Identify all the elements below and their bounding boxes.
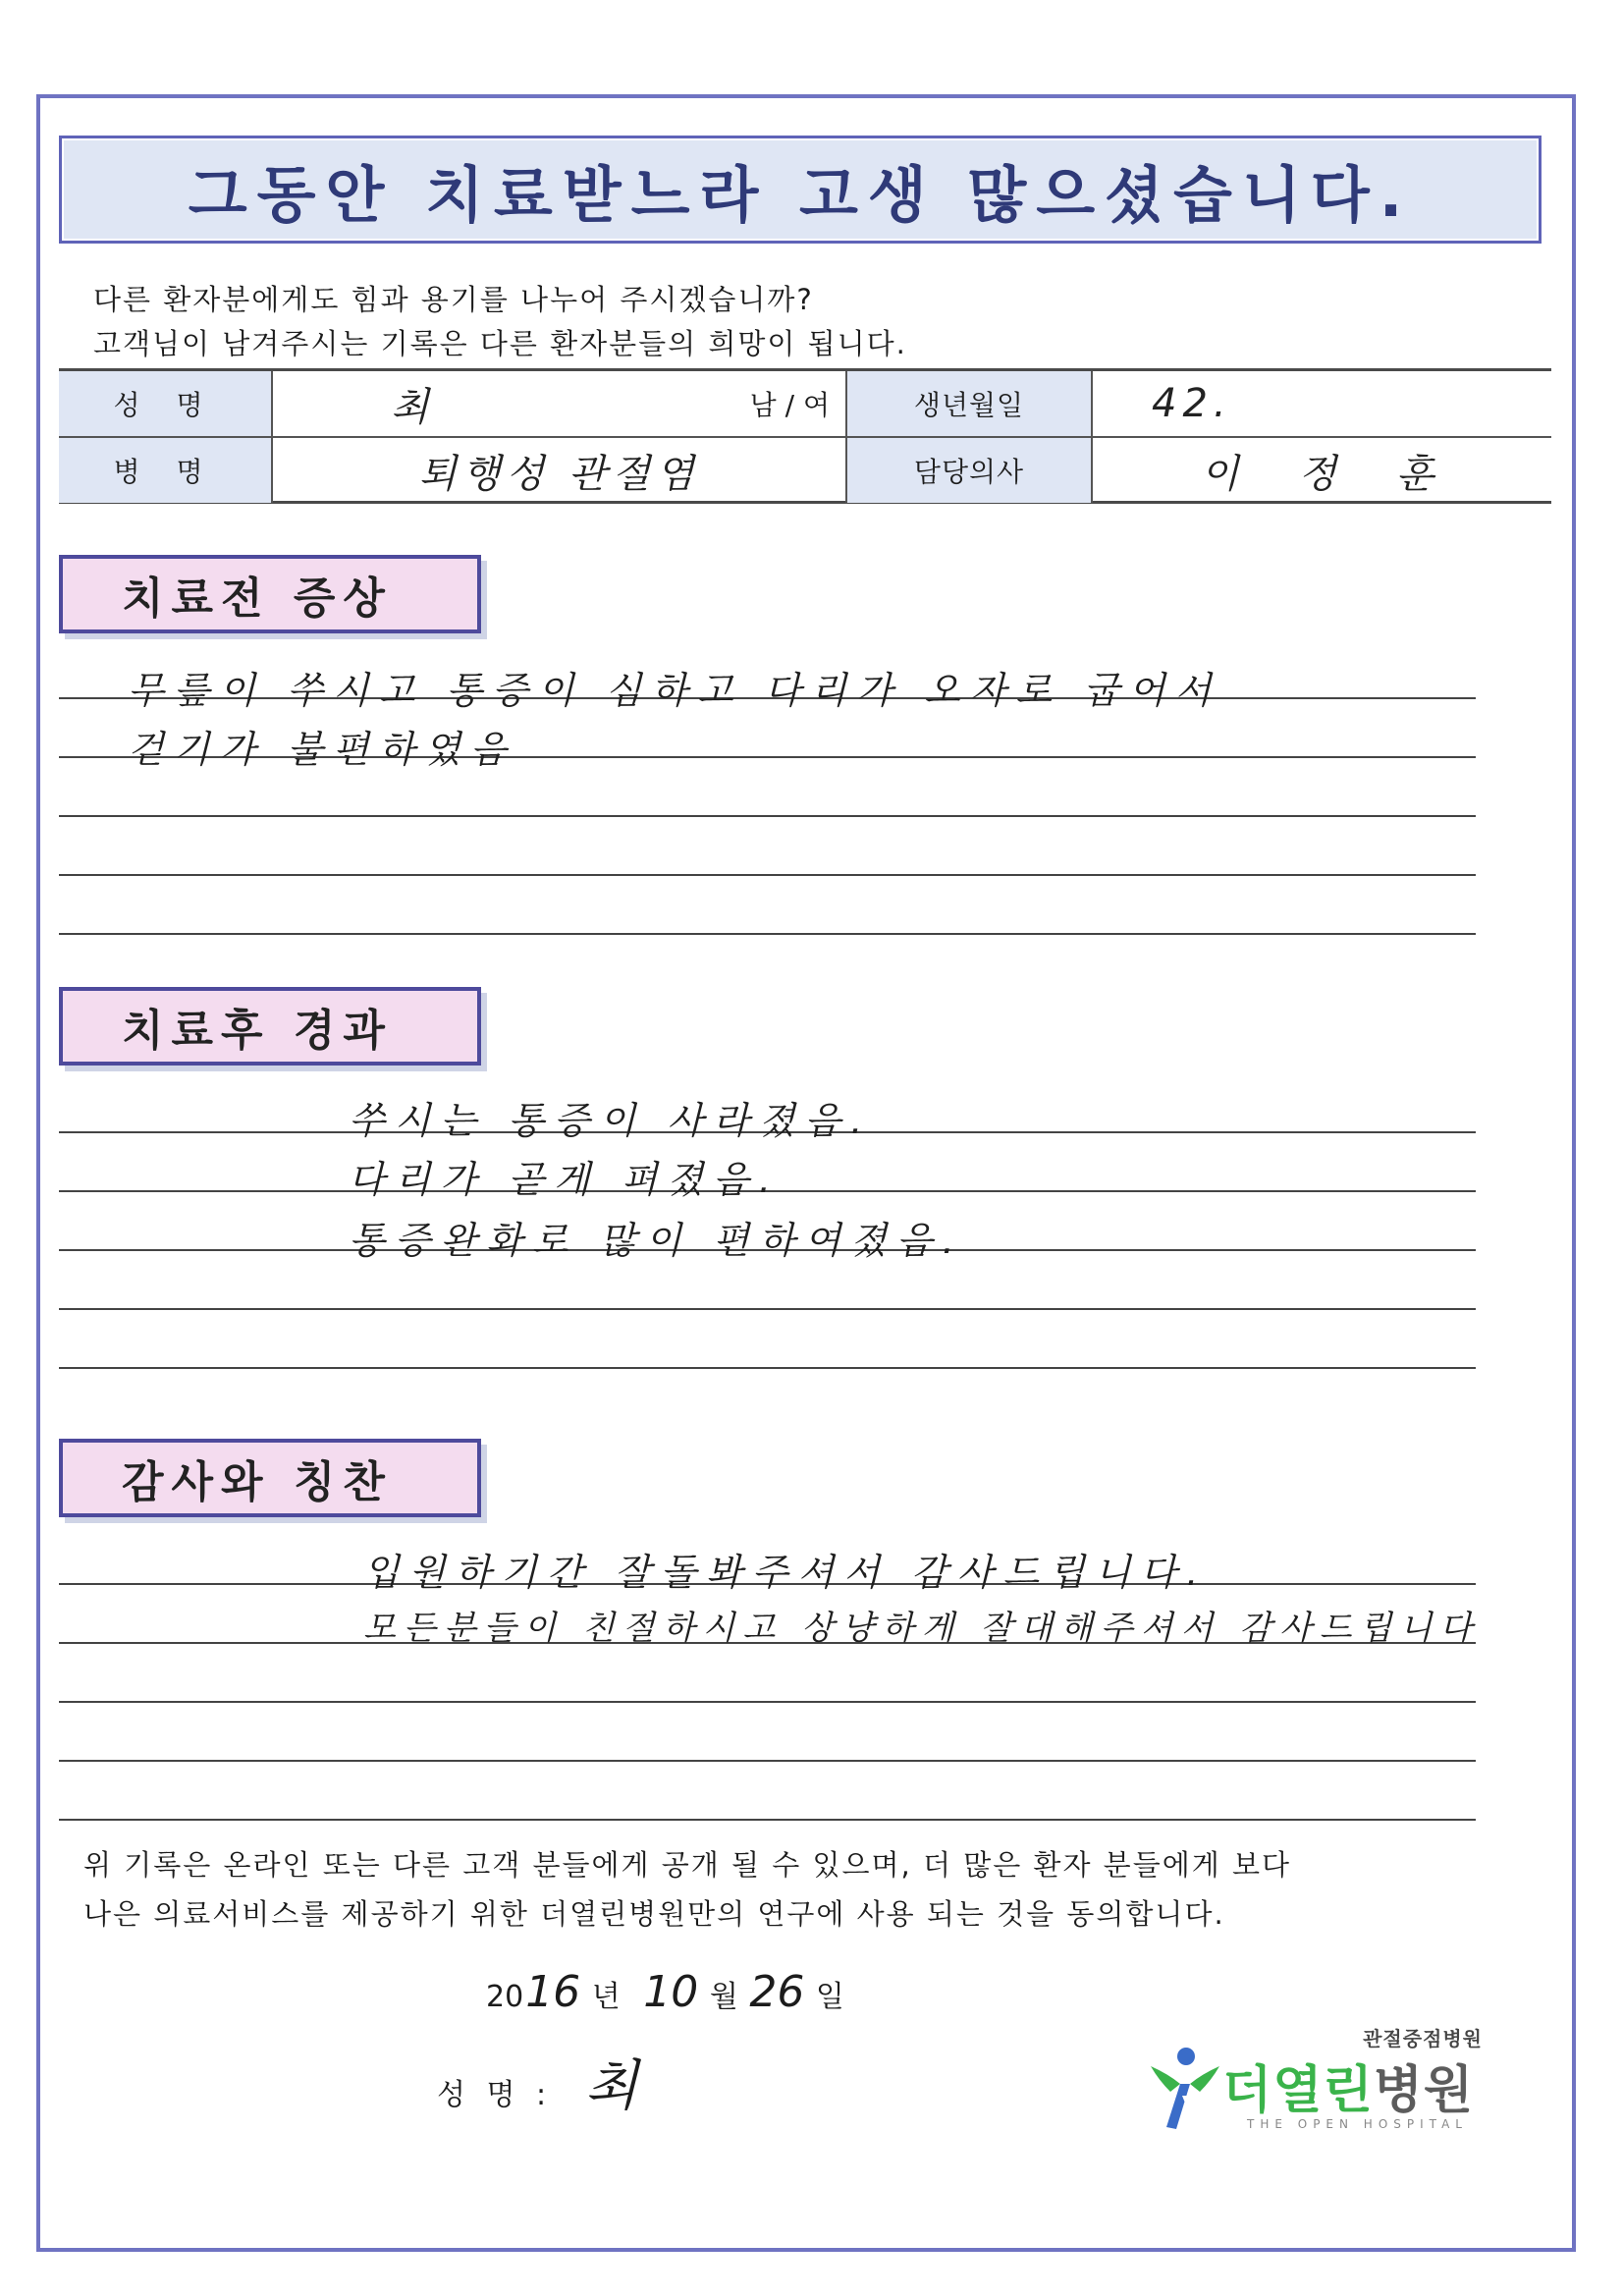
thanks-line-2[interactable]: 모든분들이 친절하시고 상냥하게 잘대해주셔서 감사드립니다 [363,1609,1481,1648]
patient-info-table [59,368,1551,504]
hospital-logo [1139,2023,1492,2141]
ruled-line [59,933,1476,935]
section-before-title: 치료전 증상 [122,574,393,624]
logo-mark-icon [1147,2045,1223,2133]
ruled-line [59,874,1476,876]
signature-row[interactable] [437,2043,644,2121]
day-value: 26 [749,1967,805,2017]
month-value: 10 [643,1967,699,2017]
year-prefix: 20 [486,1980,524,2014]
logo-name-part2: 병원 [1373,2061,1475,2120]
ruled-line [59,1367,1476,1369]
ruled-line [59,1701,1476,1703]
signature-value: 최 [584,2054,644,2118]
disease-field[interactable] [273,438,847,503]
year-unit: 년 [591,1980,621,2014]
thanks-line-1[interactable]: 입원하기간 잘돌봐주셔서 감사드립니다. [363,1551,1209,1594]
after-line-3[interactable]: 통증완화로 많이 편하여졌음. [349,1219,964,1262]
doctor-label: 담당의사 [847,438,1093,503]
intro-line-2: 고객님이 남겨주시는 기록은 다른 환자분들의 희망이 됩니다. [93,327,907,360]
section-before-header [59,555,481,633]
birth-field[interactable] [1093,371,1551,436]
gender-select[interactable] [499,371,847,436]
ruled-line [59,1819,1476,1821]
name-field[interactable] [273,371,499,436]
after-line-2[interactable]: 다리가 곧게 펴졌음. [349,1158,781,1201]
logo-name [1222,2049,1474,2122]
name-label: 성 명 [59,371,273,436]
after-line-1[interactable]: 쑤시는 통증이 사라졌음. [349,1099,873,1142]
ruled-line [59,815,1476,817]
section-thanks-title: 감사와 칭찬 [122,1457,393,1507]
birth-value: 42. [1152,381,1232,426]
disease-value: 퇴행성 관절염 [418,451,700,497]
intro-line-1: 다른 환자분에게도 힘과 용기를 나누어 주시겠습니까? [93,283,814,316]
ruled-line [59,1760,1476,1762]
logo-english: THE OPEN HOSPITAL [1247,2117,1468,2131]
month-unit: 월 [709,1980,738,2014]
section-thanks-header [59,1439,481,1517]
ruled-line [59,1308,1476,1310]
consent-line-2: 나은 의료서비스를 제공하기 위한 더열린병원만의 연구에 사용 되는 것을 동의합니다. [83,1897,1225,1931]
section-after-header [59,987,481,1066]
logo-name-part1: 더열린 [1222,2061,1374,2120]
gender-label: 남 / 여 [749,389,830,421]
title-banner [59,136,1542,244]
name-value: 최 [391,384,435,430]
consent-line-1: 위 기록은 온라인 또는 다른 고객 분들에게 공개 될 수 있으며, 더 많은 환자 분들에게 보다 [83,1848,1291,1882]
disease-label: 병 명 [59,438,273,503]
before-line-2[interactable]: 걷기가 불편하였음 [128,728,516,771]
page-title: 그동안 치료받느라 고생 많으셨습니다. [188,158,1413,231]
signature-label: 성 명 : [437,2078,553,2112]
doctor-field[interactable] [1093,438,1551,503]
info-row-2 [59,436,1551,503]
date-row[interactable] [486,1967,844,2017]
birth-label: 생년월일 [847,371,1093,436]
logo-tagline: 관절중점병원 [1363,2027,1483,2050]
doctor-value: 이 정 훈 [1201,451,1458,497]
info-row-1 [59,371,1551,436]
year-value: 16 [525,1967,581,2017]
before-line-1[interactable]: 무릎이 쑤시고 통증이 심하고 다리가 오자로 굽어서 [128,669,1221,712]
section-after-title: 치료후 경과 [122,1006,393,1056]
day-unit: 일 [815,1980,844,2014]
